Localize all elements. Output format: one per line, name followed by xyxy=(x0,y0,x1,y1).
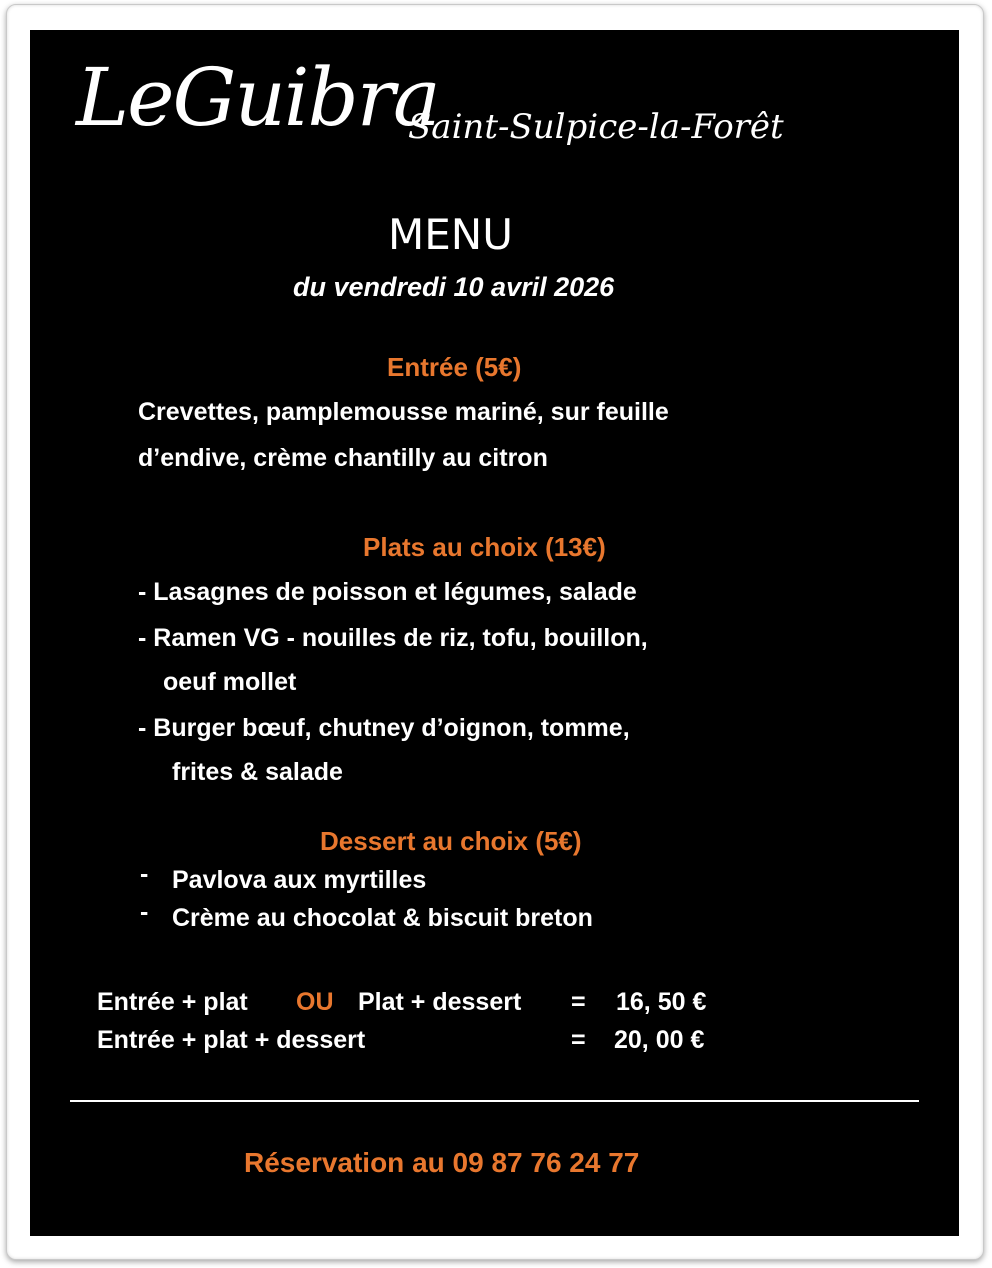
entree-heading: Entrée (5€) xyxy=(387,352,522,382)
entree-line: Crevettes, pamplemousse mariné, sur feuille xyxy=(138,398,669,426)
entree-line: d’endive, crème chantilly au citron xyxy=(138,444,548,472)
formula-equals: = xyxy=(571,1026,586,1054)
dessert-item: Crème au chocolat & biscuit breton xyxy=(172,904,593,932)
plat-line: - Lasagnes de poisson et légumes, salade xyxy=(138,578,637,606)
plat-line: oeuf mollet xyxy=(163,668,297,696)
formula-or: OU xyxy=(296,988,334,1016)
plat-line: - Burger bœuf, chutney d’oignon, tomme, xyxy=(138,714,630,742)
formula-price: 20, 00 € xyxy=(614,1026,705,1054)
plat-line: - Ramen VG - nouilles de riz, tofu, bouillon, xyxy=(138,624,648,652)
dessert-heading: Dessert au choix (5€) xyxy=(320,826,582,856)
dessert-item: Pavlova aux myrtilles xyxy=(172,866,427,894)
formula-price: 16, 50 € xyxy=(616,988,707,1016)
restaurant-logo: LeGuibra xyxy=(76,51,439,144)
divider-line xyxy=(70,1100,919,1102)
plats-heading: Plats au choix (13€) xyxy=(363,532,606,562)
town-name: Saint-Sulpice-la-Forêt xyxy=(408,107,784,147)
plat-line: frites & salade xyxy=(172,758,343,786)
menu-date: du vendredi 10 avril 2026 xyxy=(293,272,615,302)
menu-title: MENU xyxy=(388,210,513,259)
formula-complete: Entrée + plat + dessert xyxy=(97,1026,366,1054)
reservation-phone: Réservation au 09 87 76 24 77 xyxy=(244,1147,640,1178)
formula-plat-dessert: Plat + dessert xyxy=(358,988,522,1016)
dessert-bullet: - xyxy=(140,860,149,888)
formula-entree-plat: Entrée + plat xyxy=(97,988,248,1016)
dessert-bullet: - xyxy=(140,898,149,926)
formula-equals: = xyxy=(571,988,586,1016)
